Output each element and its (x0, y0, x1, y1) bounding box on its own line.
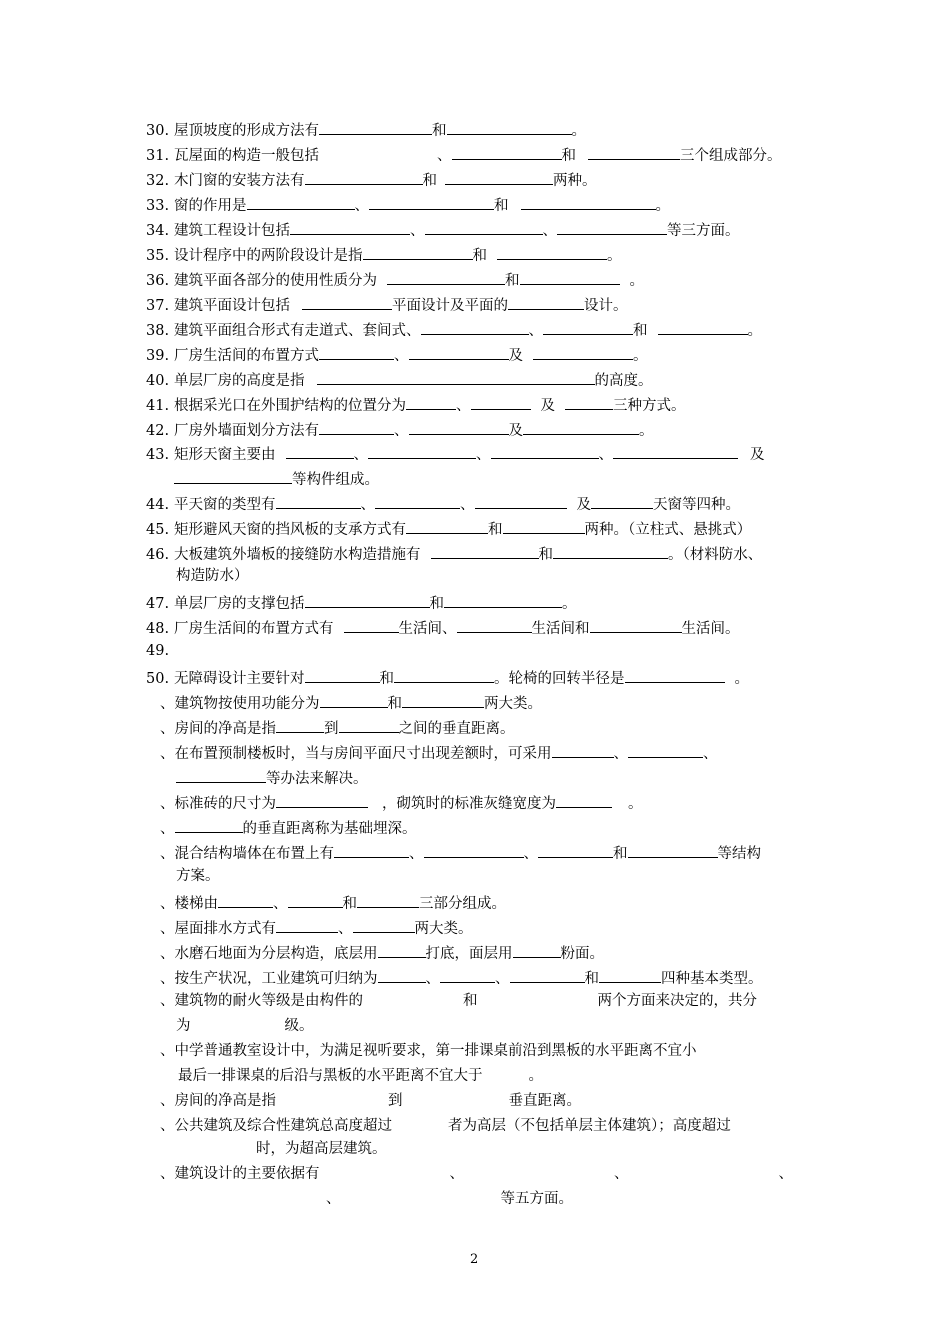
question-text: 和 (422, 173, 437, 189)
question-text: 瓦屋面的构造一般包括 (174, 148, 319, 164)
blank[interactable] (276, 792, 368, 808)
question-text: 等三方面。 (667, 223, 740, 239)
question-46 (146, 543, 826, 561)
question-number: 34. (146, 223, 170, 239)
question-text: 等构件组成。 (292, 472, 379, 488)
question-text: 、 (598, 447, 613, 463)
blank[interactable] (523, 419, 639, 435)
question-text: 和 (494, 198, 509, 214)
question-r8 (160, 917, 840, 935)
blank[interactable] (440, 967, 495, 983)
question-text: 和 (584, 971, 599, 987)
question-text: 粉面。 (560, 946, 604, 962)
blank[interactable] (497, 244, 607, 260)
question-number: 42. (146, 423, 170, 439)
question-text: 和 (342, 896, 357, 912)
question-text: 。 (571, 123, 586, 139)
question-31 (146, 144, 826, 162)
question-47 (146, 592, 826, 610)
page-number: 2 (470, 1252, 479, 1267)
question-text: 两大类。 (414, 921, 473, 937)
question-r4 (160, 792, 840, 810)
question-text: 屋顶坡度的形成方法有 (174, 123, 319, 139)
blank[interactable] (457, 617, 532, 633)
question-text: 之间的垂直距离。 (398, 721, 515, 737)
blank[interactable] (553, 543, 668, 559)
blank[interactable] (503, 518, 585, 534)
blank[interactable] (424, 842, 524, 858)
question-text: 及 (508, 348, 523, 364)
blank[interactable] (425, 219, 543, 235)
question-text: 、水磨石地面为分层构造，底层用 (160, 946, 378, 962)
question-r13 (160, 1092, 840, 1110)
question-text: 木门窗的安装方法有 (174, 173, 305, 189)
question-r3 (160, 742, 840, 760)
question-text: 、 (160, 821, 175, 837)
blank[interactable] (445, 169, 553, 185)
question-38 (146, 319, 826, 337)
blank[interactable] (319, 119, 432, 135)
question-text: 、 (460, 497, 475, 513)
question-text: 厂房生活间的布置方式有 (174, 621, 334, 637)
question-text: 级。 (284, 1018, 314, 1034)
blank[interactable] (286, 443, 354, 459)
question-number: 38. (146, 323, 170, 339)
blank[interactable] (378, 942, 426, 958)
question-text: 构造防水） (176, 568, 249, 584)
question-text: 、混合结构墙体在布置上有 (160, 846, 334, 862)
question-text: 平天窗的类型有 (174, 497, 276, 513)
question-r11 (160, 992, 840, 1010)
question-text: 、 (495, 971, 510, 987)
question-text: 的高度。 (594, 373, 653, 389)
question-text: 两个方面来决定的，共分 (597, 993, 757, 1009)
question-text: ，砌筑时的标准灰缝宽度为 (382, 796, 556, 812)
question-text: 为 (176, 1018, 191, 1034)
question-text: 、 (360, 497, 375, 513)
blank[interactable] (319, 419, 394, 435)
question-41 (146, 394, 826, 412)
question-text: 、建筑物按使用功能分为 (160, 696, 320, 712)
blank[interactable] (375, 493, 460, 509)
question-text: 生活间和 (531, 621, 590, 637)
question-text: 及 (750, 447, 765, 463)
question-text: 。 (607, 248, 622, 264)
blank[interactable] (421, 319, 529, 335)
question-text: 。 (734, 671, 749, 687)
blank[interactable] (543, 319, 633, 335)
question-text: 和 (613, 846, 628, 862)
question-32 (146, 169, 826, 187)
blank[interactable] (305, 592, 430, 608)
question-text: 等五方面。 (500, 1191, 573, 1207)
question-text: 、在布置预制楼板时，当与房间平面尺寸出现差额时，可采用 (160, 746, 552, 762)
question-number: 40. (146, 373, 170, 389)
blank[interactable] (218, 892, 273, 908)
question-50 (146, 667, 826, 685)
question-text: 、公共建筑及综合性建筑总高度超过 (160, 1118, 392, 1134)
question-r14 (160, 1117, 840, 1135)
question-text: 、 (326, 1191, 341, 1207)
question-text: 厂房外墙面划分方法有 (174, 423, 319, 439)
question-text: 、 (778, 1166, 793, 1182)
question-text: 和 (472, 248, 487, 264)
blank[interactable] (368, 443, 476, 459)
blank[interactable] (510, 967, 585, 983)
question-text: 设计程序中的两阶段设计是指 (174, 248, 363, 264)
question-text: 矩形避风天窗的挡风板的支承方式有 (174, 522, 406, 538)
blank[interactable] (658, 319, 748, 335)
question-number: 39. (146, 348, 170, 364)
question-number: 48. (146, 621, 170, 637)
question-text: 、屋面排水方式有 (160, 921, 276, 937)
question-text: 和 (432, 123, 447, 139)
question-r6 (160, 842, 840, 860)
question-r11-continued (176, 1017, 856, 1035)
blank[interactable] (452, 144, 562, 160)
question-r6-continued (176, 867, 856, 885)
blank[interactable] (276, 493, 361, 509)
question-text: 时，为超高层建筑。 (256, 1141, 387, 1157)
question-text: 等办法来解决。 (266, 771, 368, 787)
question-text: 矩形天窗主要由 (174, 447, 276, 463)
question-text: 等结构 (717, 846, 761, 862)
question-number: 33. (146, 198, 170, 214)
question-48 (146, 617, 826, 635)
blank[interactable] (369, 194, 494, 210)
question-text: 、建筑物的耐火等级是由构件的 (160, 993, 363, 1009)
question-text: 平面设计及平面的 (392, 298, 508, 314)
blank[interactable] (402, 692, 484, 708)
blank[interactable] (302, 294, 392, 310)
blank[interactable] (290, 219, 410, 235)
question-42 (146, 419, 826, 437)
question-text: 生活间。 (681, 621, 740, 637)
question-number: 46. (146, 547, 170, 563)
question-r1 (160, 692, 840, 710)
question-text: 四种基本类型。 (661, 971, 763, 987)
question-text: 、 (353, 447, 368, 463)
question-text: 、 (338, 921, 353, 937)
question-r12-continued (178, 1067, 858, 1085)
question-text: 单层厂房的支撑包括 (174, 596, 305, 612)
question-number: 36. (146, 273, 170, 289)
question-text: 。 (633, 348, 648, 364)
question-r7 (160, 892, 840, 910)
question-number: 30. (146, 123, 170, 139)
question-text: 到 (388, 1093, 403, 1109)
blank[interactable] (276, 717, 324, 733)
question-r3-continued (176, 767, 856, 785)
question-text: 。（材料防水、 (668, 547, 763, 563)
blank[interactable] (628, 842, 718, 858)
question-text: 。 (655, 198, 670, 214)
question-number: 44. (146, 497, 170, 513)
question-40 (146, 369, 826, 387)
question-36 (146, 269, 826, 287)
question-43 (146, 443, 826, 461)
question-text: 。 (562, 596, 577, 612)
question-text: 两种。（立柱式、悬挑式） (584, 522, 752, 538)
question-text: 、 (528, 323, 543, 339)
question-text: 大板建筑外墙板的接缝防水构造措施有 (174, 547, 421, 563)
question-text: 和 (379, 671, 394, 687)
question-text: 、 (437, 148, 452, 164)
question-text: 最后一排课桌的后沿与黑板的水平距离不宜大于 (178, 1068, 483, 1084)
question-45 (146, 518, 826, 536)
question-text: 单层厂房的高度是指 (174, 373, 305, 389)
question-text: 、 (523, 846, 538, 862)
blank[interactable] (520, 269, 620, 285)
question-text: 方案。 (176, 868, 220, 884)
question-number: 41. (146, 398, 170, 414)
question-text: 、 (613, 746, 628, 762)
blank[interactable] (431, 543, 539, 559)
question-number: 49. (146, 643, 170, 659)
blank[interactable] (447, 119, 572, 135)
blank[interactable] (557, 219, 667, 235)
blank[interactable] (552, 742, 614, 758)
question-text: 三种方式。 (613, 398, 686, 414)
blank[interactable] (305, 667, 380, 683)
question-text: 到 (324, 721, 339, 737)
question-text: 、 (354, 198, 369, 214)
blank[interactable] (320, 692, 388, 708)
question-text: 者为高层（不包括单层主体建筑）；高度超过 (448, 1118, 731, 1134)
blank[interactable] (363, 244, 473, 260)
question-text: 厂房生活间的布置方式 (174, 348, 319, 364)
question-number: 47. (146, 596, 170, 612)
question-text: 、 (703, 746, 718, 762)
blank[interactable] (508, 294, 584, 310)
question-text: 和 (505, 273, 520, 289)
question-39 (146, 344, 826, 362)
blank[interactable] (317, 369, 595, 385)
question-text: 的垂直距离称为基础埋深。 (242, 821, 417, 837)
blank[interactable] (334, 842, 409, 858)
question-text: 建筑平面设计包括 (174, 298, 290, 314)
blank[interactable] (628, 742, 703, 758)
blank[interactable] (319, 344, 394, 360)
blank[interactable] (491, 443, 599, 459)
question-r14-continued (176, 1140, 856, 1158)
question-46-continued (176, 567, 856, 585)
question-30 (146, 119, 826, 137)
blank[interactable] (378, 967, 426, 983)
blank[interactable] (409, 344, 509, 360)
question-text: 、 (449, 1166, 464, 1182)
question-text: 建筑平面组合形式有走道式、套间式、 (174, 323, 421, 339)
question-r9 (160, 942, 840, 960)
blank[interactable] (406, 518, 488, 534)
question-text: 、中学普通教室设计中，为满足视听要求，第一排课桌前沿到黑板的水平距离不宜小 (160, 1043, 697, 1059)
question-text: 根据采光口在外围护结构的位置分为 (174, 398, 406, 414)
blank[interactable] (339, 717, 399, 733)
question-text: 。轮椅的回转半径是 (494, 671, 625, 687)
question-text: 和 (488, 522, 503, 538)
blank[interactable] (288, 892, 343, 908)
blank[interactable] (174, 468, 292, 484)
question-number: 37. (146, 298, 170, 314)
question-r2 (160, 717, 840, 735)
blank[interactable] (538, 842, 613, 858)
question-number: 35. (146, 248, 170, 264)
question-text: 。 (528, 1068, 543, 1084)
blank[interactable] (591, 493, 653, 509)
question-text: 三个组成部分。 (680, 148, 782, 164)
question-text: 生活间、 (398, 621, 457, 637)
question-text: 、 (394, 348, 409, 364)
blank[interactable] (406, 394, 456, 410)
question-text: 、 (394, 423, 409, 439)
question-text: 设计。 (584, 298, 628, 314)
question-text: 及 (508, 423, 523, 439)
question-49 (146, 642, 826, 660)
blank[interactable] (533, 344, 633, 360)
question-text: 和 (463, 993, 478, 1009)
blank[interactable] (521, 194, 656, 210)
question-r15-continued (326, 1190, 950, 1208)
question-44 (146, 493, 826, 511)
question-text: 窗的作用是 (174, 198, 247, 214)
question-text: 。 (628, 796, 643, 812)
question-33 (146, 194, 826, 212)
blank[interactable] (471, 394, 531, 410)
blank[interactable] (176, 767, 266, 783)
question-text: 、 (273, 896, 288, 912)
blank[interactable] (625, 667, 725, 683)
blank[interactable] (305, 169, 423, 185)
blank[interactable] (588, 144, 680, 160)
question-text: 和 (387, 696, 402, 712)
question-text: 和 (561, 148, 576, 164)
question-37 (146, 294, 826, 312)
blank[interactable] (175, 817, 243, 833)
blank[interactable] (444, 592, 562, 608)
question-text: 垂直距离。 (508, 1093, 581, 1109)
question-text: 、建筑设计的主要依据有 (160, 1166, 320, 1182)
question-text: 和 (429, 596, 444, 612)
question-number: 43. (146, 447, 170, 463)
question-r5 (160, 817, 840, 835)
question-number: 45. (146, 522, 170, 538)
question-text: 和 (633, 323, 648, 339)
blank[interactable] (409, 419, 509, 435)
question-text: 、 (456, 398, 471, 414)
question-r15 (160, 1165, 840, 1183)
blank[interactable] (247, 194, 355, 210)
question-text: 及 (540, 398, 555, 414)
question-r12 (160, 1042, 840, 1060)
blank[interactable] (613, 443, 738, 459)
question-number: 31. (146, 148, 170, 164)
question-43-continued (174, 468, 854, 486)
question-text: 两种。 (553, 173, 597, 189)
question-text: 、房间的净高是指 (160, 721, 276, 737)
question-text: 、 (425, 971, 440, 987)
question-text: 。 (747, 323, 762, 339)
question-text: 、房间的净高是指 (160, 1093, 276, 1109)
question-text: 、 (614, 1166, 629, 1182)
question-text: 。 (629, 273, 644, 289)
blank[interactable] (513, 942, 561, 958)
question-34 (146, 219, 826, 237)
blank[interactable] (556, 792, 612, 808)
blank[interactable] (394, 667, 494, 683)
question-text: 、 (476, 447, 491, 463)
question-text: 三部分组成。 (419, 896, 506, 912)
blank[interactable] (599, 967, 661, 983)
blank[interactable] (475, 493, 567, 509)
blank[interactable] (357, 892, 419, 908)
question-text: 、 (410, 223, 425, 239)
question-text: 建筑工程设计包括 (174, 223, 290, 239)
question-text: 。 (639, 423, 654, 439)
question-text: 及 (576, 497, 591, 513)
question-text: 建筑平面各部分的使用性质分为 (174, 273, 377, 289)
question-number: 32. (146, 173, 170, 189)
blank[interactable] (387, 269, 505, 285)
question-text: 、标准砖的尺寸为 (160, 796, 276, 812)
question-text: 、楼梯由 (160, 896, 218, 912)
question-r10 (160, 967, 840, 985)
question-35 (146, 244, 826, 262)
question-number: 50. (146, 671, 170, 687)
blank[interactable] (344, 617, 399, 633)
blank[interactable] (353, 917, 415, 933)
question-text: 和 (538, 547, 553, 563)
question-text: 两大类。 (484, 696, 542, 712)
blank[interactable] (276, 917, 338, 933)
blank[interactable] (565, 394, 613, 410)
blank[interactable] (590, 617, 682, 633)
question-text: 打底，面层用 (425, 946, 513, 962)
question-text: 、 (409, 846, 424, 862)
question-text: 、 (542, 223, 557, 239)
question-text: 天窗等四种。 (653, 497, 740, 513)
question-text: 无障碍设计主要针对 (174, 671, 305, 687)
question-text: 、按生产状况，工业建筑可归纳为 (160, 971, 378, 987)
